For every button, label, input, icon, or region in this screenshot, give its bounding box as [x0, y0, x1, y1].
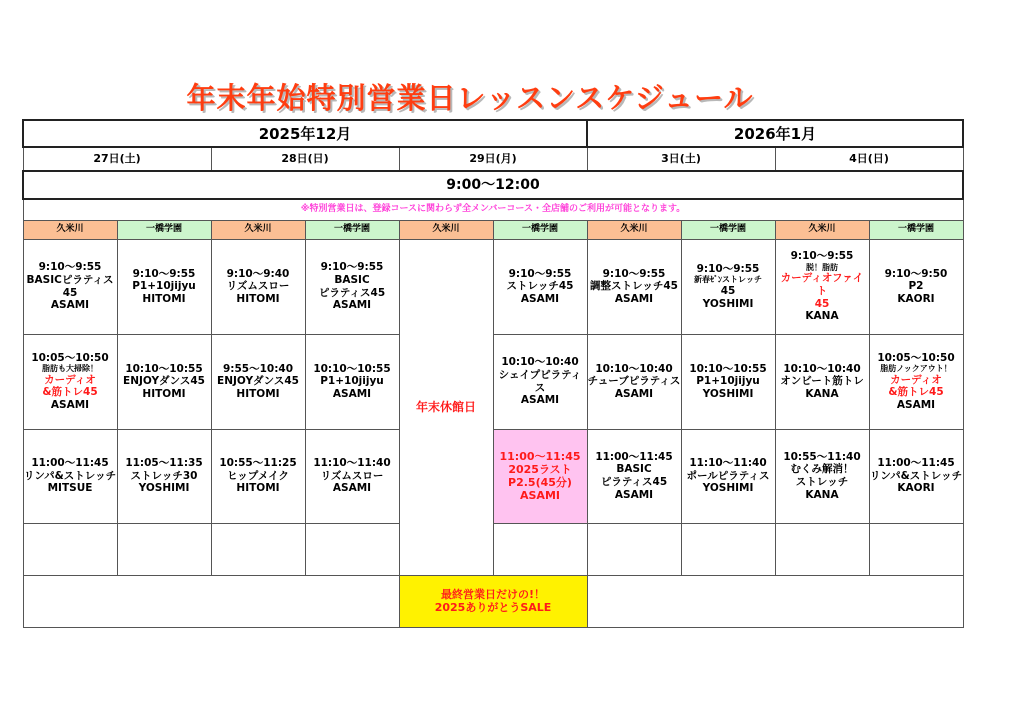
lesson-text: HITOMI: [236, 387, 280, 400]
lesson-text: 11:00〜11:45: [499, 449, 581, 463]
lesson-text: ENJOYダンス45: [123, 375, 205, 388]
lesson-text: YOSHIMI: [702, 387, 754, 400]
location-row: [23, 220, 963, 239]
lesson-text: YOSHIMI: [702, 297, 754, 310]
lesson-cell: [305, 239, 399, 334]
location-header: 久米川: [23, 220, 117, 239]
lesson-text: リンパ&ストレッチ: [869, 469, 963, 482]
lesson-text: ASAMI: [50, 398, 90, 411]
lesson-text: ピラティス45: [600, 476, 668, 488]
lesson-text: HITOMI: [142, 387, 186, 400]
lesson-text: ASAMI: [614, 488, 654, 501]
lesson-cell: [775, 239, 869, 334]
lesson-text: MITSUE: [47, 482, 93, 495]
lesson-text: ASAMI: [896, 398, 936, 411]
lesson-text: 11:00〜11:45: [877, 457, 955, 470]
lesson-text: HITOMI: [236, 292, 280, 305]
lesson-text: 11:05〜11:35: [125, 457, 203, 470]
lesson-text: ASAMI: [50, 299, 90, 312]
lesson-cell: [305, 334, 399, 429]
lesson-cell: [493, 239, 587, 334]
lesson-text: 2025ラスト: [508, 462, 572, 476]
lesson-text: 11:00〜11:45: [31, 457, 109, 470]
lesson-text: 10:05〜10:50: [877, 351, 955, 364]
lesson-text: 9:10〜9:50: [884, 267, 948, 280]
month-row: [23, 120, 963, 147]
lesson-row: [23, 429, 963, 523]
lesson-text: リズムスロー: [226, 280, 290, 293]
empty-cell: [23, 575, 399, 627]
lesson-text: ストレッチ30: [130, 469, 198, 482]
location-header: 一橋学園: [681, 220, 775, 239]
lesson-text: 9:10〜9:55: [696, 262, 760, 275]
lesson-text: &筋トレ45: [42, 386, 98, 399]
lesson-cell: [305, 429, 399, 523]
lesson-row: [23, 334, 963, 429]
lesson-text: 10:55〜11:25: [219, 457, 297, 470]
lesson-text: オンビート筋トレ: [780, 375, 864, 388]
lesson-text: YOSHIMI: [138, 482, 190, 495]
lesson-text: 11:10〜11:40: [689, 457, 767, 470]
lesson-text: ピラティス45: [318, 286, 386, 299]
lesson-text: 9:10〜9:55: [132, 267, 196, 280]
lesson-text: KANA: [805, 310, 839, 323]
schedule-table: [22, 119, 964, 628]
lesson-text: 10:05〜10:50: [31, 351, 109, 364]
lesson-cell: [23, 239, 117, 334]
lesson-text: HITOMI: [142, 292, 186, 305]
lesson-cell: [587, 429, 681, 523]
notice-row: [23, 199, 963, 220]
lesson-text: 脱！脂肪: [806, 262, 838, 272]
location-header: 一橋学園: [493, 220, 587, 239]
empty-cell: [305, 523, 399, 575]
lesson-text: 11:00〜11:45: [595, 450, 673, 463]
lesson-cell: [681, 429, 775, 523]
lesson-text: ASAMI: [332, 387, 372, 400]
lesson-text: 45: [720, 285, 736, 297]
lesson-text: 9:10〜9:55: [38, 261, 102, 274]
lesson-cell: [117, 429, 211, 523]
empty-cell: [681, 523, 775, 575]
lesson-text: ポールピラティス: [686, 469, 770, 482]
page-title: 年末年始特別営業日レッスンスケジュール: [186, 81, 754, 115]
lesson-text: 45: [62, 286, 78, 299]
month-header: 2025年12月: [23, 120, 587, 147]
lesson-cell: [775, 429, 869, 523]
lesson-row: [23, 239, 963, 334]
lesson-cell: [117, 334, 211, 429]
lesson-text: シェイプピラティス: [498, 368, 582, 394]
lesson-text: KANA: [805, 488, 839, 501]
lesson-text: カーディオファイト: [780, 272, 864, 297]
lesson-cell: [869, 429, 963, 523]
lesson-cell: [211, 334, 305, 429]
lesson-text: ストレッチ45: [506, 280, 574, 293]
lesson-row: [23, 523, 963, 575]
lesson-text: HITOMI: [236, 482, 280, 495]
hours-row: [23, 171, 963, 199]
lesson-text: P1+10jijyu: [696, 375, 760, 388]
lesson-cell: [23, 429, 117, 523]
location-header: 一橋学園: [869, 220, 963, 239]
month-header: 2026年1月: [587, 120, 963, 147]
lesson-text: BASIC: [616, 463, 652, 476]
location-header: 一橋学園: [117, 220, 211, 239]
sale-line: 最終営業日だけの!！: [440, 587, 546, 601]
lesson-text: &筋トレ45: [888, 386, 944, 399]
lesson-text: 9:10〜9:55: [508, 267, 572, 280]
lesson-text: 10:10〜10:55: [125, 362, 203, 375]
lesson-cell: [117, 239, 211, 334]
lesson-text: ASAMI: [520, 394, 560, 407]
empty-cell: [587, 575, 963, 627]
opening-hours: 9:00〜12:00: [23, 171, 963, 199]
location-header: 久米川: [399, 220, 493, 239]
lesson-text: 10:10〜10:40: [783, 362, 861, 375]
lesson-text: ヒップメイク: [227, 469, 289, 482]
location-header: 久米川: [211, 220, 305, 239]
lesson-text: BASIC: [334, 273, 370, 286]
lesson-cell: [681, 334, 775, 429]
sale-row: [23, 575, 963, 627]
lesson-cell: [493, 429, 587, 523]
day-header: 4日(日): [775, 147, 963, 171]
lesson-cell: [869, 334, 963, 429]
lesson-cell: [587, 334, 681, 429]
lesson-text: P1+10jijyu: [320, 375, 384, 388]
lesson-text: KAORI: [897, 292, 935, 305]
lesson-text: KAORI: [897, 482, 935, 495]
sale-line: 2025ありがとうSALE: [434, 601, 552, 614]
location-header: 久米川: [587, 220, 681, 239]
lesson-text: 9:10〜9:55: [320, 261, 384, 274]
lesson-text: 新春ｾﾞﾝストレッチ: [694, 275, 762, 285]
lesson-text: 10:10〜10:40: [501, 356, 579, 369]
lesson-text: ENJOYダンス45: [217, 375, 299, 388]
lesson-text: チューブピラティス: [587, 375, 681, 388]
lesson-text: 9:10〜9:40: [226, 267, 290, 280]
empty-cell: [775, 523, 869, 575]
lesson-text: カーディオ: [890, 373, 942, 386]
lesson-text: ストレッチ: [795, 476, 849, 488]
lesson-text: 9:55〜10:40: [222, 362, 294, 375]
empty-cell: [117, 523, 211, 575]
lesson-text: 45: [814, 297, 830, 310]
day-header: 29日(月): [399, 147, 587, 171]
empty-cell: [211, 523, 305, 575]
lesson-text: 脂肪も大掃除！: [42, 364, 98, 374]
lesson-cell: [23, 334, 117, 429]
empty-cell: [493, 523, 587, 575]
day-header: 27日(土): [23, 147, 211, 171]
day-header: 3日(土): [587, 147, 775, 171]
sale-banner: [399, 575, 587, 627]
notice-text: ※特別営業日は、登録コースに関わらず全メンバーコース・全店舗のご利用が可能となります。: [23, 199, 963, 220]
lesson-cell: [211, 239, 305, 334]
day-header: 28日(日): [211, 147, 399, 171]
lesson-text: ASAMI: [614, 387, 654, 400]
lesson-text: むくみ解消！: [790, 463, 854, 476]
location-header: 久米川: [775, 220, 869, 239]
lesson-text: P1+10jijyu: [132, 280, 196, 293]
lesson-text: 9:10〜9:55: [790, 250, 854, 263]
lesson-text: 10:10〜10:55: [689, 362, 767, 375]
lesson-text: ASAMI: [332, 299, 372, 312]
lesson-text: 脂肪ノックアウト！: [880, 364, 952, 374]
lesson-text: 調整ストレッチ45: [589, 280, 678, 293]
lesson-text: ASAMI: [520, 292, 560, 305]
lesson-text: カーディオ: [44, 373, 96, 386]
lesson-cell: [493, 334, 587, 429]
empty-cell: [869, 523, 963, 575]
lesson-text: 10:10〜10:55: [313, 362, 391, 375]
day-row: [23, 147, 963, 171]
lesson-text: ASAMI: [332, 482, 372, 495]
lesson-text: ASAMI: [520, 489, 560, 503]
lesson-cell: [681, 239, 775, 334]
lesson-text: 10:55〜11:40: [783, 450, 861, 463]
lesson-cell: [775, 334, 869, 429]
lesson-text: BASICピラティス: [26, 273, 114, 286]
lesson-text: リンパ&ストレッチ: [23, 469, 117, 482]
lesson-cell: [211, 429, 305, 523]
closed-cell: 年末休館日: [399, 239, 493, 575]
empty-cell: [587, 523, 681, 575]
lesson-text: 10:10〜10:40: [595, 362, 673, 375]
lesson-text: リズムスロー: [320, 469, 384, 482]
lesson-cell: [869, 239, 963, 334]
lesson-cell: [587, 239, 681, 334]
empty-cell: [23, 523, 117, 575]
lesson-text: P2: [908, 280, 924, 293]
lesson-text: ASAMI: [614, 292, 654, 305]
lesson-text: 9:10〜9:55: [602, 267, 666, 280]
lesson-text: KANA: [805, 387, 839, 400]
lesson-text: YOSHIMI: [702, 482, 754, 495]
location-header: 一橋学園: [305, 220, 399, 239]
lesson-text: 11:10〜11:40: [313, 457, 391, 470]
lesson-text: P2.5(45分): [508, 476, 572, 489]
